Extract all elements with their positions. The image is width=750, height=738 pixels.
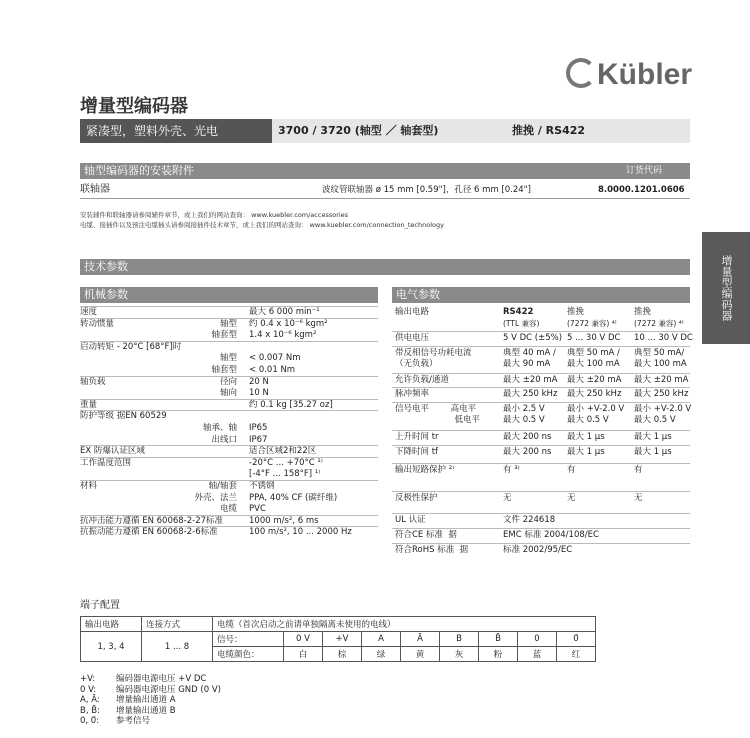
mech-value: IP65 xyxy=(249,423,268,433)
circuit-value: 1, 3, 4 xyxy=(81,632,142,662)
mech-section-bar: 机械参数 xyxy=(80,287,378,303)
row-divider xyxy=(392,543,690,544)
color-cell: 灰 xyxy=(440,647,479,662)
side-tab: 增量型编码器 xyxy=(702,232,750,344)
elec-label: 输出短路保护 ²⁾ xyxy=(395,465,455,475)
order-code-label: 订货代码 xyxy=(625,166,662,176)
row-divider xyxy=(392,402,690,403)
elec-value: 无 xyxy=(503,493,512,503)
mech-sub: 径向 xyxy=(219,376,237,387)
signal-cell: Ā xyxy=(401,632,440,647)
divider xyxy=(80,198,690,199)
row-divider xyxy=(80,445,378,446)
row-divider xyxy=(392,430,690,431)
logo-swirl-icon xyxy=(566,58,596,88)
row-divider xyxy=(80,526,378,527)
row-divider xyxy=(80,399,378,400)
row-divider xyxy=(80,480,378,481)
legend-key: 0 V: xyxy=(80,684,97,695)
elec-value: 最大 250 kHz xyxy=(634,389,689,399)
elec-col-subheader: (7272 兼容) ⁴⁾ xyxy=(567,319,617,328)
mech-value: 约 0.1 kg [35.27 oz] xyxy=(249,399,333,410)
elec-value: 10 ... 30 V DC xyxy=(634,333,693,343)
row-divider xyxy=(392,513,690,514)
kubler-logo: Kübler xyxy=(566,58,692,92)
mech-label: 启动转矩 - 20°C [68°F]时 xyxy=(80,341,182,352)
elec-label: 上升时间 tr xyxy=(395,432,439,442)
elec-value: 最大 0.5 V xyxy=(503,415,545,425)
signal-label: 信号： xyxy=(213,632,284,647)
header-model-bar xyxy=(272,119,690,143)
elec-value: 最大 90 mA xyxy=(503,359,551,369)
page-title: 增量型编码器 xyxy=(80,96,188,117)
color-label: 电缆颜色： xyxy=(213,647,284,662)
mech-sub: 轴套型 xyxy=(211,330,237,341)
elec-value: 最大 200 ns xyxy=(503,447,552,457)
mech-value: [-4°F ... 158°F] ¹⁾ xyxy=(249,469,321,480)
mech-sub: 电缆 xyxy=(219,504,237,515)
row-divider xyxy=(392,445,690,446)
mech-label: 工作温度范围 xyxy=(80,457,132,468)
elec-value: 最小 +V-2.0 V xyxy=(634,404,692,414)
color-cell: 黄 xyxy=(401,647,440,662)
elec-value: 最大 ±20 mA xyxy=(503,375,558,385)
header-category: 紧凑型，塑料外壳、光电 xyxy=(80,119,272,143)
elec-label: 低电平 xyxy=(395,415,480,425)
elec-label: 脉冲频率 xyxy=(395,389,430,399)
legend-key: +V: xyxy=(80,674,96,684)
row-divider xyxy=(80,376,378,377)
legend-item xyxy=(80,695,176,705)
elec-value: 最大 ±20 mA xyxy=(634,375,689,385)
legend-desc: 编码器电源电压 +V DC xyxy=(116,674,207,684)
row-divider xyxy=(392,373,690,374)
row-divider xyxy=(392,387,690,388)
color-cell: 棕 xyxy=(323,647,362,662)
legend-item xyxy=(80,706,176,716)
accessory-desc: 波纹管联轴器 ø 15 mm [0.59"]，孔径 6 mm [0.24"] xyxy=(322,185,531,195)
note-accessories: 安装辅件和联轴器请参阅辅件章节，或上我们的网站查询： www.kuebler.com/accessories xyxy=(80,211,349,219)
color-cell: 蓝 xyxy=(518,647,557,662)
elec-value: 标准 2002/95/EC xyxy=(503,545,573,555)
elec-label: 信号电平 高电平 xyxy=(395,404,477,414)
color-cell: 白 xyxy=(284,647,323,662)
mech-value: 不锈钢 xyxy=(249,481,275,491)
mech-label: 防护等级 据EN 60529 xyxy=(80,411,167,422)
elec-col-subheader: (TTL 兼容) xyxy=(503,319,540,328)
elec-value: 最大 250 kHz xyxy=(503,389,558,399)
legend-item xyxy=(80,674,206,684)
header-model: 3700 / 3720 (轴型 ／ 轴套型) xyxy=(278,124,439,137)
elec-value: 最大 100 mA xyxy=(634,359,687,369)
header-conn: 连接方式 xyxy=(142,617,213,632)
elec-value: 有 xyxy=(567,465,576,475)
mech-sub: 轴/轴套 xyxy=(208,481,237,491)
header-circuit: 输出电路 xyxy=(81,617,142,632)
elec-value: 最小 2.5 V xyxy=(503,404,545,414)
signal-cell: 0̄ xyxy=(557,632,596,647)
elec-section-bar: 电气参数 xyxy=(392,287,690,303)
color-cell: 绿 xyxy=(362,647,401,662)
elec-col-subheader: (7272 兼容) ⁴⁾ xyxy=(634,319,684,328)
mech-sub: 轴型 xyxy=(219,318,237,329)
mech-label: 材料 xyxy=(80,481,98,491)
elec-value: 最大 0.5 V xyxy=(567,415,609,425)
elec-value: 最大 250 kHz xyxy=(567,389,622,399)
mech-label: 轴负载 xyxy=(80,376,106,387)
legend-key: B, B̄: xyxy=(80,705,100,716)
mech-value: PVC xyxy=(249,504,266,515)
mech-value: 最大 6 000 min⁻¹ xyxy=(249,307,320,317)
mech-value: 10 N xyxy=(249,388,269,399)
mech-sub: 轴型 xyxy=(219,353,237,364)
elec-value: 有 xyxy=(634,465,643,475)
mech-value: 20 N xyxy=(249,376,269,387)
row-divider xyxy=(392,346,690,347)
mech-sub: 轴向 xyxy=(219,388,237,399)
signal-cell: B̄ xyxy=(479,632,518,647)
mech-sub: 轴承、轴 xyxy=(202,423,237,433)
mech-sub: 外壳、法兰 xyxy=(194,492,237,503)
elec-value: 最大 0.5 V xyxy=(634,415,676,425)
mech-value: < 0.01 Nm xyxy=(249,365,296,375)
elec-value: 无 xyxy=(634,493,643,503)
row-divider xyxy=(392,491,690,492)
elec-value: 典型 50 mA / xyxy=(567,348,620,358)
row-divider xyxy=(80,410,378,411)
row-divider xyxy=(80,341,378,342)
elec-value: 最大 1 μs xyxy=(567,447,605,457)
elec-label: 供电电压 xyxy=(395,333,430,343)
elec-col-header: 推挽 xyxy=(634,307,652,317)
elec-label: UL 认证 xyxy=(395,515,426,525)
color-cell: 粉 xyxy=(479,647,518,662)
signal-cell: 0 V xyxy=(284,632,323,647)
legend-item xyxy=(80,685,221,695)
elec-value: 无 xyxy=(567,493,576,503)
accessories-section-bar: 轴型编码器的安装附件 订货代码 xyxy=(80,163,690,179)
elec-value: 最大 1 μs xyxy=(567,432,605,442)
row-divider xyxy=(392,528,690,529)
signal-cell: A xyxy=(362,632,401,647)
mech-value: 1.4 x 10⁻⁶ kgm² xyxy=(249,330,317,341)
header-interface: 推挽 / RS422 xyxy=(512,124,586,137)
mech-label: 速度 xyxy=(80,307,98,317)
row-divider xyxy=(80,515,378,516)
elec-value: EMC 标准 2004/108/EC xyxy=(503,530,599,540)
mech-value: -20°C ... +70°C ¹⁾ xyxy=(249,457,323,468)
elec-label: 允许负载/通道 xyxy=(395,375,449,385)
elec-value: 典型 50 mA/ xyxy=(634,348,685,358)
accessory-name: 联轴器 xyxy=(80,184,110,195)
signal-cell: +V xyxy=(323,632,362,647)
row-divider xyxy=(392,331,690,332)
elec-value: 最大 1 μs xyxy=(634,432,672,442)
legend-key: 0, 0̄: xyxy=(80,716,100,726)
legend-desc: 编码器电源电压 GND (0 V) xyxy=(116,684,221,695)
mech-value: < 0.007 Nm xyxy=(249,353,301,364)
mech-label: 转动惯量 xyxy=(80,318,115,329)
elec-value: 最大 1 μs xyxy=(634,447,672,457)
mech-label: 抗冲击能力遵循 EN 60068-2-27标准 xyxy=(80,515,224,526)
legend-desc: 增量输出通道 A xyxy=(116,695,176,705)
legend-desc: 增量输出通道 B xyxy=(116,705,176,716)
mech-label: 重量 xyxy=(80,399,98,410)
elec-label: 反极性保护 xyxy=(395,493,438,503)
elec-value: 5 ... 30 V DC xyxy=(567,333,621,343)
legend-key: A, Ā: xyxy=(80,695,100,705)
signal-cell: B xyxy=(440,632,479,647)
mech-value: IP67 xyxy=(249,434,268,445)
elec-value: 文件 224618 xyxy=(503,515,556,525)
conn-value: 1 ... 8 xyxy=(142,632,213,662)
note-connection: 电缆、接插件以及预注电缆插头请参阅接插件技术章节，或上我们的网站查询： www.kuebler.com/connection_technology xyxy=(80,221,444,229)
mech-value: PPA, 40% CF (碳纤维) xyxy=(249,492,338,503)
terminal-title: 端子配置 xyxy=(80,600,120,611)
color-cell: 红 xyxy=(557,647,596,662)
header-cable: 电缆（首次启动之前请单独隔离未使用的电线） xyxy=(213,617,596,632)
row-divider xyxy=(80,318,378,319)
mech-value: 100 m/s², 10 ... 2000 Hz xyxy=(249,527,352,538)
row-divider xyxy=(80,457,378,458)
elec-value: 5 V DC (±5%) xyxy=(503,333,563,343)
elec-value: 最小 +V-2.0 V xyxy=(567,404,625,414)
elec-label: 下降时间 tf xyxy=(395,447,439,457)
elec-value: 最大 ±20 mA xyxy=(567,375,622,385)
elec-label: 带反相信号功耗电流 xyxy=(395,348,472,358)
elec-value: 有 ³⁾ xyxy=(503,465,520,475)
elec-col-header: RS422 xyxy=(503,307,534,317)
legend-item xyxy=(80,716,150,726)
mech-value: 1000 m/s², 6 ms xyxy=(249,515,319,526)
signal-cell: 0 xyxy=(518,632,557,647)
row-divider xyxy=(80,306,378,307)
elec-value: 最大 100 mA xyxy=(567,359,620,369)
tech-section-bar: 技术参数 xyxy=(80,259,690,275)
elec-label: 符合CE 标准 据 xyxy=(395,530,457,540)
legend-desc: 参考信号 xyxy=(116,716,151,726)
mech-label: EX 防爆认证区域 xyxy=(80,446,145,457)
mech-sub: 轴套型 xyxy=(211,365,237,375)
elec-col-header: 推挽 xyxy=(567,307,585,317)
accessory-code: 8.0000.1201.0606 xyxy=(598,185,685,195)
mech-value: 约 0.4 x 10⁻⁶ kgm² xyxy=(249,318,328,329)
elec-label: 符合RoHS 标准 据 xyxy=(395,545,469,555)
mech-value: 适合区域2和22区 xyxy=(249,446,317,457)
terminal-table xyxy=(80,616,596,662)
elec-col-header: 输出电路 xyxy=(395,307,430,317)
elec-value: 典型 40 mA / xyxy=(503,348,556,358)
elec-value: 最大 200 ns xyxy=(503,432,552,442)
row-divider xyxy=(392,463,690,464)
elec-label: （无负载） xyxy=(395,359,438,369)
mech-sub: 出线口 xyxy=(211,434,237,445)
mech-label: 抗振动能力遵循 EN 60068-2-6标准 xyxy=(80,527,218,538)
